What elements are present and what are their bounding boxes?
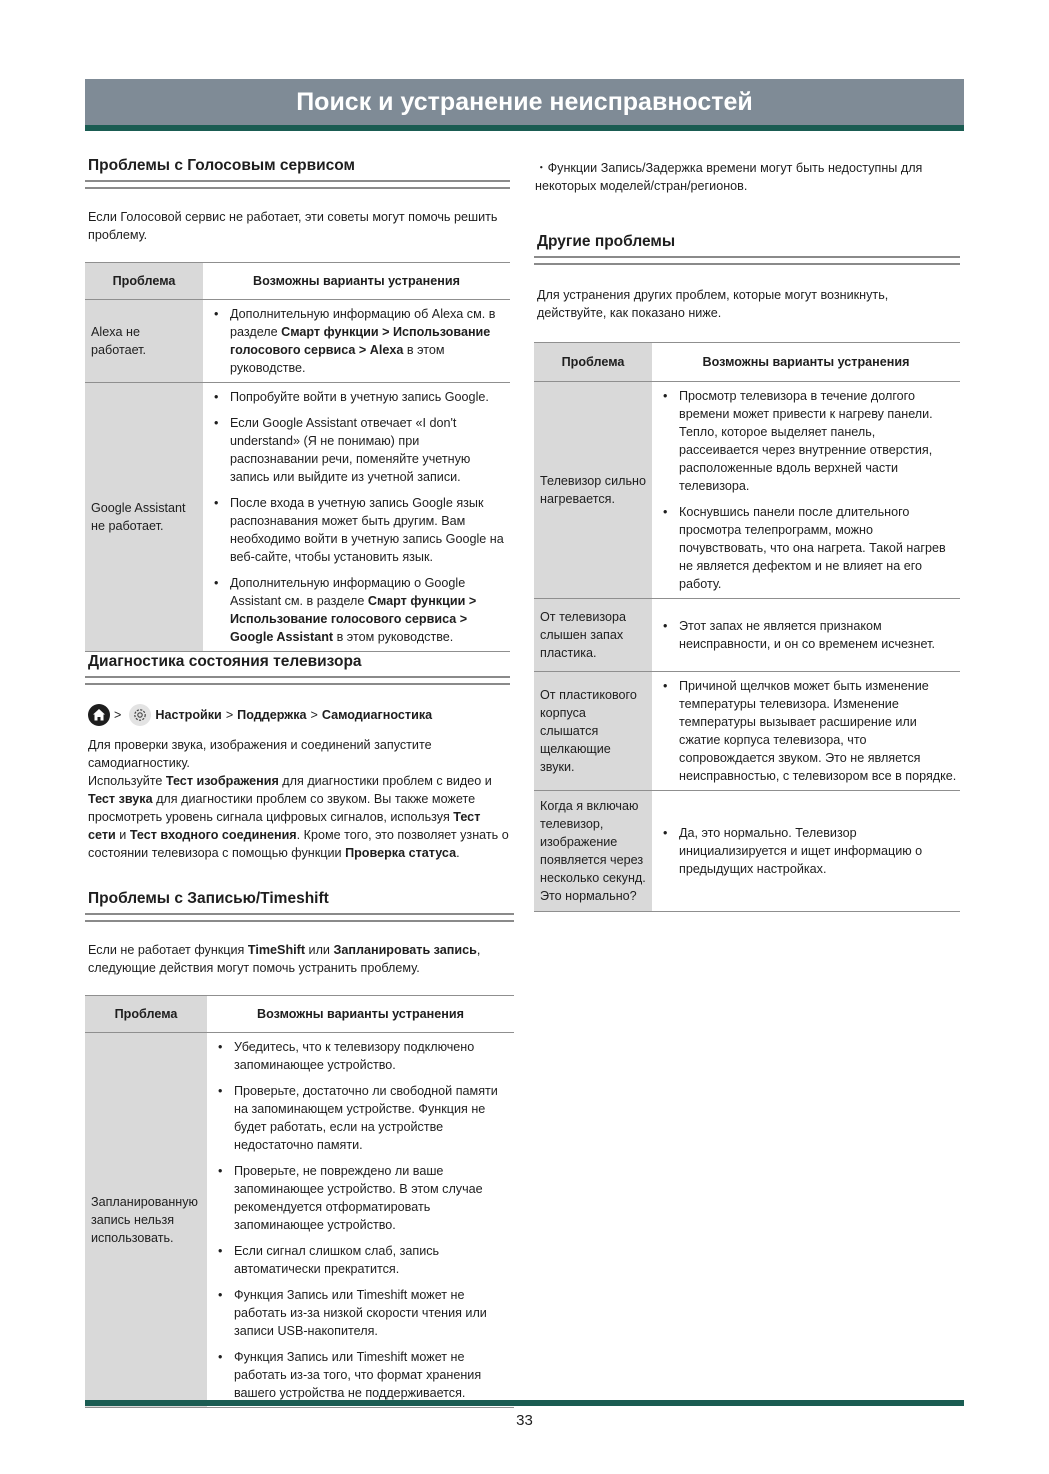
voice-solutions-google <box>203 383 510 652</box>
voice-th-problem: Проблема <box>85 263 203 300</box>
voice-problem-alexa: Alexa не работает. <box>85 300 203 383</box>
voice-intro: Если Голосовой сервис не работает, эти советы могут помочь решить проблему. <box>88 210 498 242</box>
other-problem-startup: Когда я включаю телевизор, изображение появляется через несколько секунд. Это нормально? <box>534 791 652 912</box>
list-item: • Да, это нормально. Телевизор инициализируется и ищет информацию о предыдущих настройках. <box>679 824 958 878</box>
other-heading-rule <box>534 256 960 265</box>
other-th-solutions: Возможны варианты устранения <box>652 343 960 382</box>
voice-heading: Проблемы с Голосовым сервисом <box>88 157 356 174</box>
list-item: • Коснувшись панели после длительного просмотра телепрограмм, можно почувствовать, что она нагрета. Такой нагрев не является дефектом и не влияет на его работу. <box>679 503 958 593</box>
table-row <box>534 791 960 912</box>
rec-intro: Если не работает функция TimeShift или Запланировать запись, следующие действия могут помочь устранить проблему. <box>88 943 481 975</box>
title-rule <box>85 125 964 131</box>
list-item: • Причиной щелчков может быть изменение температуры телевизора. Изменение температуры вызывает расширение или сжатие корпуса телевизора, что сопровождается звуком. Это не является неисправностью, с телевизором все в порядке. <box>679 677 958 785</box>
crumb-selfdiag: Самодиагностика <box>321 708 433 722</box>
voice-table <box>85 262 510 652</box>
footer-rule <box>85 1400 964 1406</box>
rec-table <box>85 995 514 1408</box>
other-solutions-startup <box>652 791 960 912</box>
voice-th-solutions: Возможны варианты устранения <box>203 263 510 300</box>
table-row <box>85 1033 514 1408</box>
list-item: • Попробуйте войти в учетную запись Google. <box>230 388 508 406</box>
voice-solutions-alexa <box>203 300 510 383</box>
crumb-separator: > <box>225 708 234 722</box>
other-problem-smell: От телевизора слышен запах пластика. <box>534 599 652 672</box>
other-solutions-heat <box>652 382 960 599</box>
other-section <box>534 232 960 912</box>
list-item: • После входа в учетную запись Google язык распознавания может быть другим. Вам необходимо войти в учетную запись Google на веб-сайте, чтобы установить язык. <box>230 494 508 566</box>
diag-section <box>85 652 510 862</box>
other-heading: Другие проблемы <box>537 233 676 250</box>
rec-th-problem: Проблема <box>85 996 207 1033</box>
crumb-settings: Настройки <box>155 708 222 722</box>
rec-note-block <box>534 159 959 195</box>
other-solutions-click <box>652 672 960 791</box>
voice-heading-rule <box>85 180 510 189</box>
table-row <box>534 382 960 599</box>
list-item: • Функция Запись или Timeshift может не работать из-за низкой скорости чтения или записи USB-накопителя. <box>234 1286 512 1340</box>
crumb-separator: > <box>114 708 122 722</box>
list-item: • Этот запах не является признаком неисправности, и он со временем исчезнет. <box>679 617 958 653</box>
rec-solutions <box>207 1033 514 1408</box>
other-problem-heat: Телевизор сильно нагревается. <box>534 382 652 599</box>
list-item: • Просмотр телевизора в течение долгого времени может привести к нагреву панели. Тепло, которое выделяет панель, рассеивается через внутренние отверстия, расположенные вдоль верхней части телевизора. <box>679 387 958 495</box>
gear-icon <box>129 704 151 726</box>
voice-section <box>85 156 510 652</box>
other-intro: Для устранения других проблем, которые могут возникнуть, действуйте, как показано ниже. <box>537 288 889 320</box>
list-item: • Убедитесь, что к телевизору подключено запоминающее устройство. <box>234 1038 512 1074</box>
table-row <box>534 672 960 791</box>
rec-heading: Проблемы с Записью/Timeshift <box>88 890 329 907</box>
page-title: Поиск и устранение неисправностей <box>85 79 964 125</box>
other-problem-click: От пластикового корпуса слышатся щелкающие звуки. <box>534 672 652 791</box>
list-item: • Дополнительную информацию об Alexa см. в разделе Смарт функции > Использование голосового сервиса > Alexa в этом руководстве. <box>230 305 508 377</box>
home-icon <box>88 704 110 726</box>
list-item: • Дополнительную информацию о Google Assistant см. в разделе Смарт функции > Использование голосового сервиса > Google Assistant в этом руководстве. <box>230 574 508 646</box>
rec-heading-rule <box>85 913 514 922</box>
list-item: • Проверьте, не повреждено ли ваше запоминающее устройство. В этом случае рекомендуется отформатировать запоминающее устройство. <box>234 1162 512 1234</box>
list-item: • Если сигнал слишком слаб, запись автоматически прекратится. <box>234 1242 512 1278</box>
voice-problem-google: Google Assistant не работает. <box>85 383 203 652</box>
crumb-separator: > <box>310 708 318 722</box>
table-row <box>534 599 960 672</box>
table-row <box>85 300 510 383</box>
other-solutions-smell <box>652 599 960 672</box>
rec-section <box>85 889 514 1408</box>
list-item: • Проверьте, достаточно ли свободной памяти на запоминающем устройстве. Функция не будет работать, если на устройстве недостаточно памяти. <box>234 1082 512 1154</box>
list-item: • Функция Запись или Timeshift может не работать из-за того, что формат хранения вашего устройства не поддерживается. <box>234 1348 512 1402</box>
crumb-support: Поддержка <box>237 708 307 722</box>
rec-note: ・Функции Запись/Задержка времени могут быть недоступны для некоторых моделей/стран/регионов. <box>535 161 923 193</box>
list-item: • Если Google Assistant отвечает «I don't understand» (Я не понимаю) при распознавании речи, поменяйте учетную запись или выйдите из учетной записи. <box>230 414 508 486</box>
rec-problem: Запланированную запись нельзя использовать. <box>85 1033 207 1408</box>
diag-para-1: Для проверки звука, изображения и соединений запустите самодиагностику. <box>88 738 432 770</box>
diag-para-2: Используйте Тест изображения для диагностики проблем с видео и Тест звука для диагностики проблем со звуком. Вы также можете просмотреть уровень сигнала цифровых сигналов, используя Тест сети и Тест входного соединения. Кроме того, это позволяет узнать о состоянии телевизора с помощью функции Проверка статуса. <box>88 774 509 860</box>
diag-heading-rule <box>85 676 510 685</box>
rec-th-solutions: Возможны варианты устранения <box>207 996 514 1033</box>
table-row <box>85 383 510 652</box>
other-th-problem: Проблема <box>534 343 652 382</box>
page-number: 33 <box>516 1412 533 1429</box>
diag-heading: Диагностика состояния телевизора <box>88 653 362 670</box>
breadcrumb <box>85 702 510 728</box>
other-table <box>534 342 960 912</box>
